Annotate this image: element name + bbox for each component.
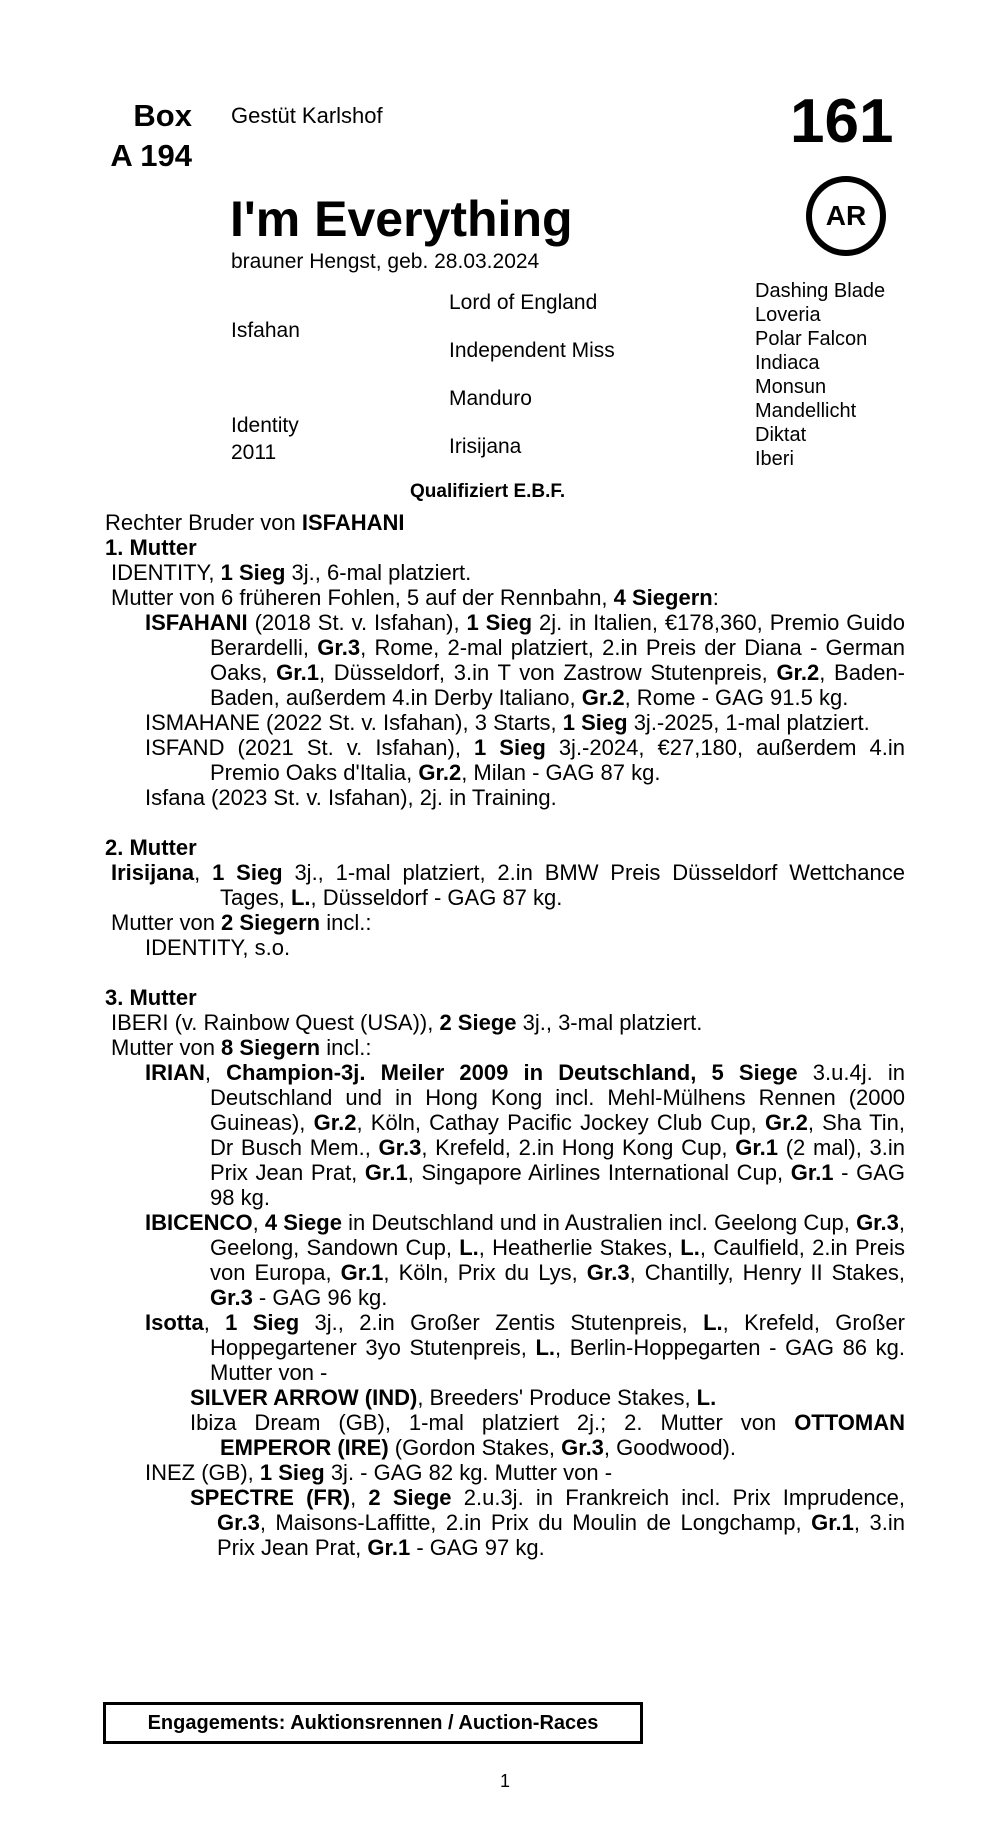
qualification: Qualifiziert E.B.F.: [410, 481, 566, 502]
seg: incl.:: [320, 910, 372, 935]
intro-bold: ISFAHANI: [301, 510, 405, 535]
seg: , Düsseldorf, 3.in T von Zastrow Stutenpreis,: [318, 660, 777, 685]
seg: ,: [252, 1210, 265, 1235]
seg: ,: [204, 1060, 227, 1085]
seg: 1 Sieg: [259, 1460, 325, 1485]
seg: Gr.2: [418, 760, 462, 785]
entry-spectre: [105, 1485, 905, 1560]
pedigree-g2-3: Manduro: [449, 387, 532, 410]
pedigree-g3-4: Indiaca: [755, 352, 820, 374]
third-dam-heading: 3. Mutter: [105, 985, 197, 1010]
seg: Gr.3: [378, 1135, 422, 1160]
seg: Irisijana: [111, 860, 195, 885]
engagements-text: Engagements: Auktionsrennen / Auction-Races: [147, 1711, 599, 1734]
pedigree-g2-1: Lord of England: [449, 291, 598, 314]
first-dam-heading: 1. Mutter: [105, 535, 197, 560]
box-label: [100, 96, 192, 176]
seg: Gr.3: [217, 1510, 260, 1535]
seg: 3j., 1-mal platziert, 2.in BMW Preis Düsseldorf Wettchance Tages,: [220, 860, 905, 910]
seg: 1 Sieg: [225, 1310, 300, 1335]
spacer: [105, 810, 905, 835]
entry-isfahani: [105, 610, 905, 710]
seg: Gr.1: [367, 1535, 411, 1560]
seg: , Krefeld, Großer Hoppegartener 3yo Stutenpreis,: [210, 1310, 905, 1360]
seg: , Breeders' Produce Stakes,: [417, 1385, 697, 1410]
seg: incl.:: [320, 1035, 372, 1060]
pedigree-sire: Isfahan: [231, 319, 300, 342]
seg: 2 Siegern: [221, 910, 321, 935]
seg: , Baden-Baden, außerdem 4.in Derby Italiano,: [210, 660, 905, 710]
intro-line: [105, 510, 905, 535]
seg: Ibiza Dream (GB), 1-mal platziert 2j.; 2. Mutter von: [190, 1410, 795, 1435]
catalogue-body: [105, 510, 905, 1560]
seg: , Sha Tin, Dr Busch Mem.,: [210, 1110, 906, 1160]
seg: ,: [194, 860, 213, 885]
second-dam-heading: 2. Mutter: [105, 835, 197, 860]
pedigree-g2-2: Independent Miss: [449, 339, 615, 362]
seg: 3j.-2024, €27,180, außerdem 4.in Premio Oaks d'Italia,: [210, 735, 905, 785]
seg: IDENTITY,: [111, 560, 221, 585]
pedigree-g3-8: Iberi: [755, 448, 794, 470]
seg: - GAG 98 kg.: [210, 1160, 906, 1210]
seg: in Deutschland und in Australien incl. Geelong Cup,: [341, 1210, 857, 1235]
entry-irisijana: [105, 860, 905, 910]
seg: 8 Siegern: [221, 1035, 321, 1060]
seg: Gr.1: [790, 1160, 834, 1185]
seg: OTTOMAN EMPEROR (IRE): [220, 1410, 905, 1460]
first-dam-line: [105, 560, 905, 585]
seg: 1 Sieg: [212, 860, 283, 885]
third-dam-produce: [105, 1035, 905, 1060]
seg: - GAG 97 kg.: [410, 1535, 545, 1560]
seg: IRIAN: [145, 1060, 205, 1085]
ar-badge-text: AR: [825, 200, 867, 231]
entry-isfana: Isfana (2023 St. v. Isfahan), 2j. in Training.: [145, 785, 557, 810]
seg: ,: [350, 1485, 369, 1510]
box-number: A 194: [110, 138, 192, 173]
seg: Gr.2: [765, 1110, 808, 1135]
seg: , Rome - GAG 91.5 kg.: [624, 685, 849, 710]
lot-number: 161: [790, 87, 894, 156]
seg: , Köln, Cathay Pacific Jockey Club Cup,: [356, 1110, 766, 1135]
seg: , Köln, Prix du Lys,: [383, 1260, 587, 1285]
seg: , Maisons-Laffitte, 2.in Prix du Moulin de Longchamp,: [259, 1510, 812, 1535]
pedigree-dam: Identity: [231, 414, 299, 437]
seg: 3j.-2025, 1-mal platziert.: [627, 710, 870, 735]
entry-inez: [105, 1460, 905, 1485]
entry-ismahane: [105, 710, 905, 735]
seg: , Heatherlie Stakes,: [478, 1235, 681, 1260]
seg: Gr.1: [811, 1510, 854, 1535]
seg: L.: [696, 1385, 717, 1410]
entry-silver-arrow: [105, 1385, 905, 1410]
seg: , Milan - GAG 87 kg.: [461, 760, 661, 785]
seg: Gr.2: [581, 685, 625, 710]
intro-text: Rechter Bruder von: [105, 510, 302, 535]
seg: 4 Siegern: [613, 585, 713, 610]
entry-ibicenco: [105, 1210, 905, 1310]
seg: Gr.1: [340, 1260, 384, 1285]
seg: Isotta: [145, 1310, 204, 1335]
seg: :: [712, 585, 719, 610]
entry-isotta: [105, 1310, 905, 1385]
seg: L.: [459, 1235, 479, 1260]
seg: , Krefeld, 2.in Hong Kong Cup,: [421, 1135, 736, 1160]
seg: ISFAHANI: [145, 610, 248, 635]
pedigree-g3-1: Dashing Blade: [755, 280, 886, 302]
seg: ,: [203, 1310, 226, 1335]
seg: Gr.3: [586, 1260, 630, 1285]
pedigree-g3-2: Loveria: [755, 304, 821, 326]
consignor: Gestüt Karlshof: [231, 103, 383, 128]
seg: , Geelong, Sandown Cup,: [210, 1210, 905, 1260]
seg: , Berlin-Hoppegarten - GAG 86 kg. Mutter von -: [210, 1335, 905, 1385]
horse-description: brauner Hengst, geb. 28.03.2024: [231, 250, 540, 273]
horse-name: I'm Everything: [230, 191, 573, 247]
seg: Gr.1: [364, 1160, 408, 1185]
seg: 1 Sieg: [562, 710, 628, 735]
second-dam-produce: [105, 910, 905, 935]
seg: 2 Siege: [439, 1010, 517, 1035]
pedigree-g2-4: Irisijana: [449, 435, 522, 458]
seg: Mutter von 6 früheren Fohlen, 5 auf der Rennbahn,: [111, 585, 614, 610]
seg: Gr.1: [276, 660, 319, 685]
seg: L.: [703, 1310, 723, 1335]
seg: Mutter von: [111, 1035, 222, 1060]
seg: 1 Sieg: [466, 610, 533, 635]
seg: 4 Siege: [264, 1210, 342, 1235]
pedigree-g3-5: Monsun: [755, 376, 827, 398]
third-dam-line: [105, 1010, 905, 1035]
seg: , Goodwood).: [603, 1435, 736, 1460]
page-number: 1: [499, 1771, 510, 1791]
seg: 3j., 3-mal platziert.: [516, 1010, 703, 1035]
seg: Gr.1: [735, 1135, 779, 1160]
pedigree-g3-6: Mandellicht: [755, 400, 857, 422]
seg: (Gordon Stakes,: [388, 1435, 562, 1460]
box-label-text: Box: [133, 98, 192, 133]
seg: IBICENCO: [145, 1210, 253, 1235]
entry-ibiza-dream: [105, 1410, 905, 1460]
seg: Gr.2: [776, 660, 820, 685]
entry-irian: [105, 1060, 905, 1210]
seg: Gr.3: [561, 1435, 604, 1460]
seg: 1 Sieg: [474, 735, 546, 760]
seg: ISFAND (2021 St. v. Isfahan),: [145, 735, 474, 760]
seg: , Chantilly, Henry II Stakes,: [629, 1260, 905, 1285]
seg: - GAG 96 kg.: [252, 1285, 388, 1310]
seg: Champion-3j. Meiler 2009 in Deutschland, 5 Siege: [226, 1060, 798, 1085]
seg: Gr.3: [210, 1285, 253, 1310]
pedigree-g3-3: Polar Falcon: [755, 328, 868, 350]
seg: 3j., 6-mal platziert.: [285, 560, 472, 585]
pedigree-g3-7: Diktat: [755, 424, 807, 446]
seg: 1 Sieg: [220, 560, 286, 585]
entry-identity: IDENTITY, s.o.: [145, 935, 291, 960]
seg: , Caulfield, 2.in Preis von Europa,: [210, 1235, 905, 1285]
engagements-box: [103, 1702, 643, 1744]
seg: L.: [290, 885, 311, 910]
entry-isfand: [105, 735, 905, 785]
seg: , Singapore Airlines International Cup,: [407, 1160, 791, 1185]
pedigree-dam-year: 2011: [231, 441, 277, 464]
seg: ISMAHANE (2022 St. v. Isfahan), 3 Starts,: [145, 710, 563, 735]
seg: SILVER ARROW (IND): [190, 1385, 418, 1410]
seg: , Rome, 2-mal platziert, 2.in Preis der Diana - German Oaks,: [210, 635, 906, 685]
seg: , Düsseldorf - GAG 87 kg.: [310, 885, 563, 910]
seg: Gr.3: [856, 1210, 899, 1235]
seg: 3j. - GAG 82 kg. Mutter von -: [324, 1460, 613, 1485]
seg: 3.u.4j. in Deutschland und in Hong Kong incl. Mehl-Mülhens Rennen (2000 Guineas),: [210, 1060, 906, 1135]
seg: (2 mal), 3.in Prix Jean Prat,: [210, 1135, 905, 1185]
seg: 3j., 2.in Großer Zentis Stutenpreis,: [299, 1310, 704, 1335]
seg: Gr.3: [317, 635, 361, 660]
seg: 2 Siege: [368, 1485, 452, 1510]
seg: L.: [680, 1235, 700, 1260]
spacer: [105, 960, 905, 985]
first-dam-produce: [105, 585, 905, 610]
seg: SPECTRE (FR): [190, 1485, 351, 1510]
seg: L.: [535, 1335, 556, 1360]
seg: 2j. in Italien, €178,360, Premio Guido Berardelli,: [210, 610, 905, 660]
seg: IBERI (v. Rainbow Quest (USA)),: [111, 1010, 440, 1035]
seg: Gr.2: [313, 1110, 357, 1135]
seg: , 3.in Prix Jean Prat,: [217, 1510, 905, 1560]
seg: INEZ (GB),: [145, 1460, 260, 1485]
seg: Mutter von: [111, 910, 222, 935]
ar-badge: [806, 176, 886, 256]
seg: 2.u.3j. in Frankreich incl. Prix Imprudence,: [451, 1485, 906, 1510]
seg: (2018 St. v. Isfahan),: [247, 610, 467, 635]
